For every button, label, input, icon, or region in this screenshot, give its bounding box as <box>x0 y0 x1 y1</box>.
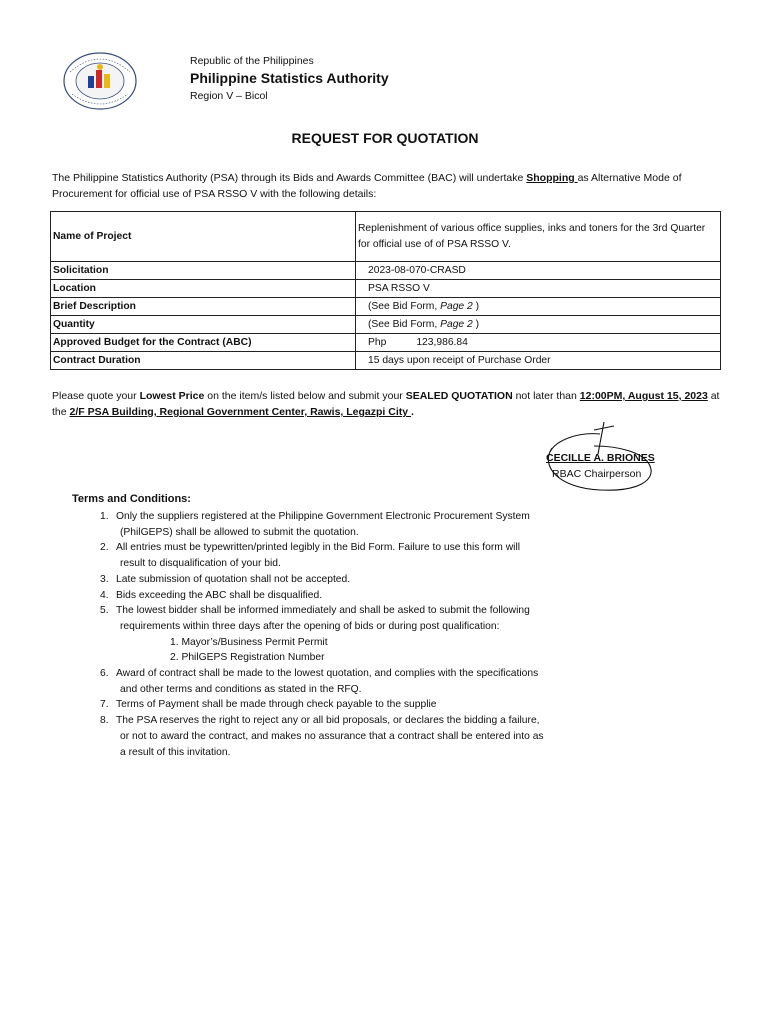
list-item: 7. Terms of Payment shall be made through check payable to the supplie <box>100 699 437 711</box>
location-label: Location <box>51 280 356 298</box>
list-item: 1. Mayor’s/Business Permit Permit <box>170 636 328 648</box>
project-value: Replenishment of various office supplies, inks and toners for the 3rd Quarter for official use of of PSA RSSO V. <box>356 212 721 262</box>
solicitation-value: 2023-08-070-CRASD <box>356 262 721 280</box>
region-line: Region V – Bicol <box>190 90 268 102</box>
quantity-value: (See Bid Form, Page 2 ) <box>356 316 721 334</box>
list-item: 3. Late submission of quotation shall not be accepted. <box>100 573 351 585</box>
solicitation-label: Solicitation <box>51 262 356 280</box>
list-item: 2. All entries must be typewritten/printed legibly in the Bid Form. Failure to use this form will result to disqualification of your bid. <box>100 542 521 570</box>
list-item: 5. The lowest bidder shall be informed immediately and shall be asked to submit the following requirements within three days after the opening of bids or during post qualification: 1. Mayor’s/Business Permit Permit 2. PhilGEPS Registration Number <box>100 603 640 666</box>
table-row <box>51 262 721 280</box>
details-table <box>50 211 721 370</box>
agency-name: Philippine Statistics Authority <box>190 70 389 86</box>
table-row <box>51 316 721 334</box>
republic-line: Republic of the Philippines <box>190 55 314 67</box>
terms-list <box>100 509 640 760</box>
signatory-name: CECILLE A. BRIONES <box>546 452 655 464</box>
deadline: 12:00PM, August 15, 2023 <box>579 390 708 402</box>
requirements-sublist <box>116 635 640 666</box>
psa-seal-logo <box>60 50 140 112</box>
location-value: PSA RSSO V <box>356 280 721 298</box>
duration-value: 15 days upon receipt of Purchase Order <box>356 352 721 370</box>
abc-value: Php 123,986.84 <box>356 334 721 352</box>
table-row <box>51 334 721 352</box>
list-item: 1. Only the suppliers registered at the Philippine Government Electronic Procurement System (PhilGEPS) shall be allowed to submit the quotation. <box>100 511 530 538</box>
quantity-label: Quantity <box>51 316 356 334</box>
terms-heading: Terms and Conditions: <box>72 493 191 505</box>
list-item: 6. Award of contract shall be made to the lowest quotation, and complies with the specifications and other terms and conditions as stated in the RFQ. <box>100 668 539 695</box>
duration-label: Contract Duration <box>51 352 356 370</box>
shopping-term: Shopping <box>526 172 578 184</box>
brief-value: (See Bid Form, Page 2 ) <box>356 298 721 316</box>
signatory-title: RBAC Chairperson <box>552 468 642 480</box>
table-row <box>51 298 721 316</box>
table-row <box>51 280 721 298</box>
table-row <box>51 212 721 262</box>
abc-label: Approved Budget for the Contract (ABC) <box>51 334 356 352</box>
project-label: Name of Project <box>51 212 356 262</box>
venue: 2/F PSA Building, Regional Government Center, Rawis, Legazpi City <box>69 406 412 418</box>
list-item: 2. PhilGEPS Registration Number <box>170 652 325 664</box>
intro-paragraph: The Philippine Statistics Authority (PSA) through its Bids and Awards Committee (BAC) will undertake Shopping as Alternative Mode of Procurement for official use of PSA RSSO V with the following details: <box>52 172 682 200</box>
page-title: REQUEST FOR QUOTATION <box>291 130 479 146</box>
list-item: 4. Bids exceeding the ABC shall be disqualified. <box>100 589 323 601</box>
table-row <box>51 352 721 370</box>
list-item: 8. The PSA reserves the right to reject any or all bid proposals, or declares the bidding a failure, or not to award the contract, and makes no assurance that a contract shall be entered into as a result of this invitation. <box>100 715 544 758</box>
quotation-instructions: Please quote your Lowest Price on the item/s listed below and submit your SEALED QUOTATION not later than 12:00PM, August 15, 2023 at the 2/F PSA Building, Regional Government Center, Rawis, Legazpi City . <box>52 390 720 418</box>
brief-label: Brief Description <box>51 298 356 316</box>
